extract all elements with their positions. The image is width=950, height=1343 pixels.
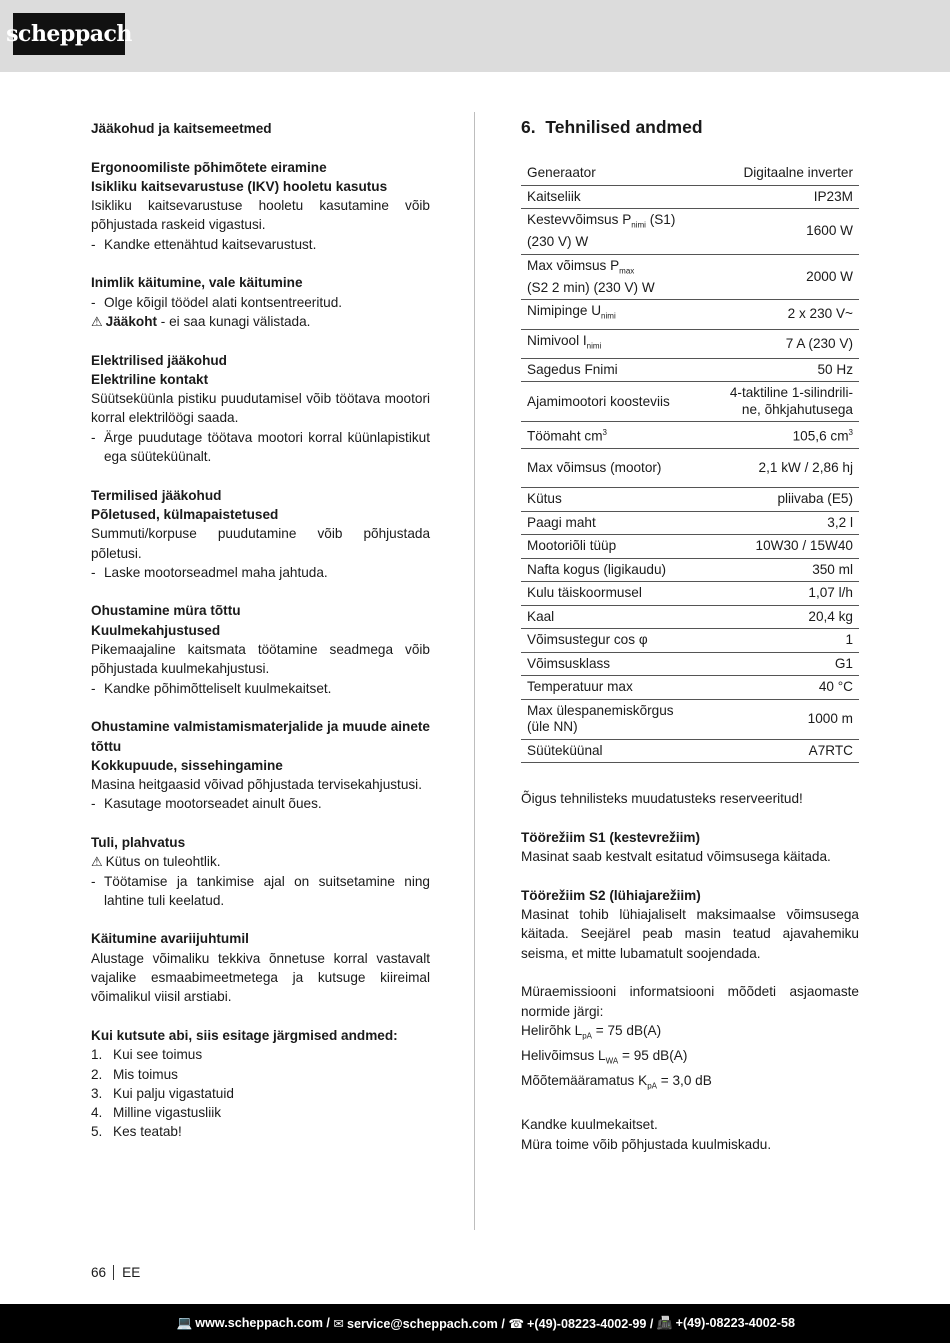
column-divider [474,112,475,1230]
warning-triangle-icon: ⚠ [91,854,103,870]
paragraph: Masina heitgaasid võivad põhjustada tervisekahjustusi. [91,777,422,793]
hearing-protection-block [521,1115,859,1154]
heading: Inimlik käitumine, vale käitumine [91,275,303,291]
spec-row [521,535,859,559]
spec-value: 7 A (230 V) [704,329,859,358]
subheading: Kuulmekahjustused [91,622,221,638]
spec-label: Nimipinge $U_{nimi}$ [521,300,704,329]
list-item: 5. Kes teatab! [91,1124,182,1140]
footer-phone: ☎ +(49)-08223-4002-99 / [508,1317,654,1331]
bullet-item: - Kandke põhimõtteliselt kuulmekaitset. [91,680,332,696]
footer-email[interactable]: ✉ service@scheppach.com / [333,1317,505,1331]
spec-value: 10W30 / 15W40 [704,535,859,559]
spec-value: 2000 W [704,254,859,300]
spec-label: Kütus [521,488,704,512]
ergonomics-block [91,158,430,254]
spec-label: Sagedus Fnimi [521,358,704,382]
page-number: 66 EE [91,1265,141,1280]
bullet-item: - Kandke ettenähtud kaitsevarustust. [91,236,317,252]
paragraph: Kandke kuulmekaitset. [521,1117,658,1133]
heading: Ohustamine valmistamismaterjalide ja muude ainete tõttu [91,719,430,754]
paragraph: Summuti/korpuse puudutamine võib põhjustada põletusi. [91,526,430,561]
bullet-item: - Kasutage mootorseadet ainult õues. [91,796,322,812]
spec-row [521,254,859,300]
spec-row [521,511,859,535]
spec-row [521,676,859,700]
paragraph: Masinat saab kestvalt esitatud võimsusega käitada. [521,849,831,865]
spec-label: Max ülespanemiskõrgus (üle NN) [521,699,704,739]
fire-block [91,833,430,910]
footer-bar [0,1304,950,1343]
paragraph: Isikliku kaitsevarustuse hooletu kasutamine võib põhjustada raskeid vigastusi. [91,198,430,233]
spec-row [521,652,859,676]
spec-row [521,382,859,422]
spec-label: Mootoriõli tüüp [521,535,704,559]
bullet-item: - Ärge puudutage töötava mootori korral küünlapistikut ega süüteküünalt. [91,429,430,465]
electrical-block [91,351,430,467]
spec-value: 2 x 230 V~ [704,300,859,329]
header-bar [0,0,950,72]
heading: Töörežiim S2 (lühiajarežiim) [521,887,701,903]
heading: Tuli, plahvatus [91,834,186,850]
spec-label: Max võimsus $P_{max}$ (S2 2 min) (230 V) W [521,254,704,300]
spec-value: 3,2 l [704,511,859,535]
subheading: Põletused, külmapaistetused [91,506,279,522]
spec-label: Kestevvõimsus $P_{nimi}$ (S1) (230 V) W [521,209,704,255]
spec-label: Töömaht $cm^3$ [521,422,704,449]
spec-row [521,699,859,739]
spec-value: IP23M [704,185,859,209]
warning-line: ⚠ Kütus on tuleohtlik. [91,854,221,870]
spec-value: A7RTC [704,739,859,763]
mode-s1-block [521,828,859,867]
mail-icon: ✉ [333,1317,344,1331]
spec-row [521,449,859,488]
subheading: Kokkupuude, sissehingamine [91,757,283,773]
uncertainty-line: Mõõtemääramatus $K_{pA} = 3,0$ dB [521,1073,712,1091]
spec-row [521,358,859,382]
spec-label: Süüteküünal [521,739,704,763]
footer-website[interactable]: 💻 www.scheppach.com / [176,1316,330,1330]
computer-icon: 💻 [176,1316,193,1330]
spec-value: 4-taktiline 1-silindrili- ne, õhkjahutusega [704,382,859,422]
bullet-item: - Olge kõigil töödel alati kontsentreeritud. [91,294,343,310]
heading: Ergonoomiliste põhimõtete eiramine [91,159,327,175]
spec-value: Digitaalne inverter [704,162,859,185]
heading: Termilised jääkohud [91,487,222,503]
spec-value: 40 °C [704,676,859,700]
left-column [91,119,430,1161]
subheading: Elektriline kontakt [91,371,209,387]
spec-label: Ajamimootori koosteviis [521,382,704,422]
spec-row [521,558,859,582]
footer-fax: 📠 +(49)-08223-4002-58 [656,1316,795,1330]
thermal-block [91,486,430,582]
paragraph: Masinat tohib lühiajaliselt maksimaalse võimsusega käitada. Seejärel peab masin teatud ajavahemiku seisma, et mitte lubamatult soojendada. [521,907,859,961]
spec-label: Generaator [521,162,704,185]
spec-label: Kaal [521,605,704,629]
spec-row [521,185,859,209]
paragraph: Süütseküünla pistiku puudutamisel võib töötava mootori korral elektrilöögi saada. [91,391,430,426]
heading: Käitumine avariijuhtumil [91,931,249,947]
heading: Kui kutsute abi, siis esitage järgmised andmed: [91,1027,398,1043]
spec-row [521,209,859,255]
mode-s2-block [521,886,859,963]
spec-value: 1600 W [704,209,859,255]
fax-icon: 📠 [656,1316,673,1330]
sound-power-line: Helivõimsus $L_{WA} = 95$ dB(A) [521,1047,688,1066]
scheppach-logo: scheppach [13,13,125,55]
spec-label: Nimivool $I_{nimi}$ [521,329,704,358]
section-title: Jääkohud ja kaitsemeetmed [91,121,272,136]
spec-row [521,629,859,653]
paragraph: Pikemaajaline kaitsmata töötamine seadmega võib põhjustada kuulmekahjustusi. [91,642,430,677]
list-item: 4. Milline vigastusliik [91,1105,222,1121]
spec-value: pliivaba (E5) [704,488,859,512]
list-item: 2. Mis toimus [91,1066,178,1082]
noise-block [91,601,430,697]
spec-label: Võimsusklass [521,652,704,676]
section-heading: 6. Tehnilised andmed [521,117,703,137]
spec-value: 2,1 kW / 2,86 hj [704,449,859,488]
heading: Töörežiim S1 (kestevrežiim) [521,830,701,845]
spec-value: 350 ml [704,558,859,582]
right-column [521,114,859,1173]
spec-value: 105,6 $cm^3$ [704,422,859,449]
spec-row [521,422,859,449]
reserve-note: Õigus tehnilisteks muudatusteks reserveeritud! [521,791,803,807]
paragraph: Müraemissiooni informatsiooni mõõdeti asjaomaste normide järgi: [521,984,859,1019]
spec-value: 1,07 l/h [704,582,859,606]
spec-row [521,162,859,185]
spec-row [521,329,859,358]
spec-row [521,739,859,763]
list-item: 1. Kui see toimus [91,1047,203,1063]
call-info-block [91,1026,430,1142]
bullet-item: - Töötamise ja tankimise ajal on suitsetamine ning lahtine tuli keelatud. [91,873,430,908]
spec-row [521,300,859,329]
spec-value: 1 [704,629,859,653]
spec-value: 50 Hz [704,358,859,382]
subheading: Isikliku kaitsevarustuse (IKV) hooletu kasutus [91,178,388,194]
heading: Elektrilised jääkohud [91,352,227,368]
paragraph: Müra toime võib põhjustada kuulmiskadu. [521,1136,772,1152]
sound-pressure-line: Helirõhk $L_{pA} = 75$ dB(A) [521,1022,662,1041]
list-item: 3. Kui palju vigastatuid [91,1085,234,1101]
warning-line: ⚠ Jääkoht - ei saa kunagi välistada. [91,313,311,329]
materials-block [91,717,430,813]
human-behavior-block [91,273,430,331]
technical-data-table [521,162,859,763]
noise-emission-block [521,982,859,1096]
phone-icon: ☎ [508,1317,525,1331]
spec-label: Max võimsus (mootor) [521,449,704,488]
spec-label: Võimsustegur cos φ [521,629,704,653]
spec-value: G1 [704,652,859,676]
heading: Ohustamine müra tõttu [91,603,241,619]
paragraph: Alustage võimaliku tekkiva õnnetuse korral vastavalt vajalike esmaabimeetmetega ja kutsuge kiireimal võimalikul viisil arstiabi. [91,950,430,1005]
emergency-block [91,929,430,1006]
spec-label: Temperatuur max [521,676,704,700]
section-title-block [91,119,430,138]
warning-triangle-icon: ⚠ [91,313,103,329]
spec-label: Kulu täiskoormusel [521,582,704,606]
spec-row [521,582,859,606]
spec-value: 20,4 kg [704,605,859,629]
spec-label: Paagi maht [521,511,704,535]
spec-row [521,488,859,512]
spec-value: 1000 m [704,699,859,739]
spec-label: Kaitseliik [521,185,704,209]
spec-label: Nafta kogus (ligikaudu) [521,558,704,582]
spec-row [521,605,859,629]
bullet-item: - Laske mootorseadmel maha jahtuda. [91,564,328,580]
